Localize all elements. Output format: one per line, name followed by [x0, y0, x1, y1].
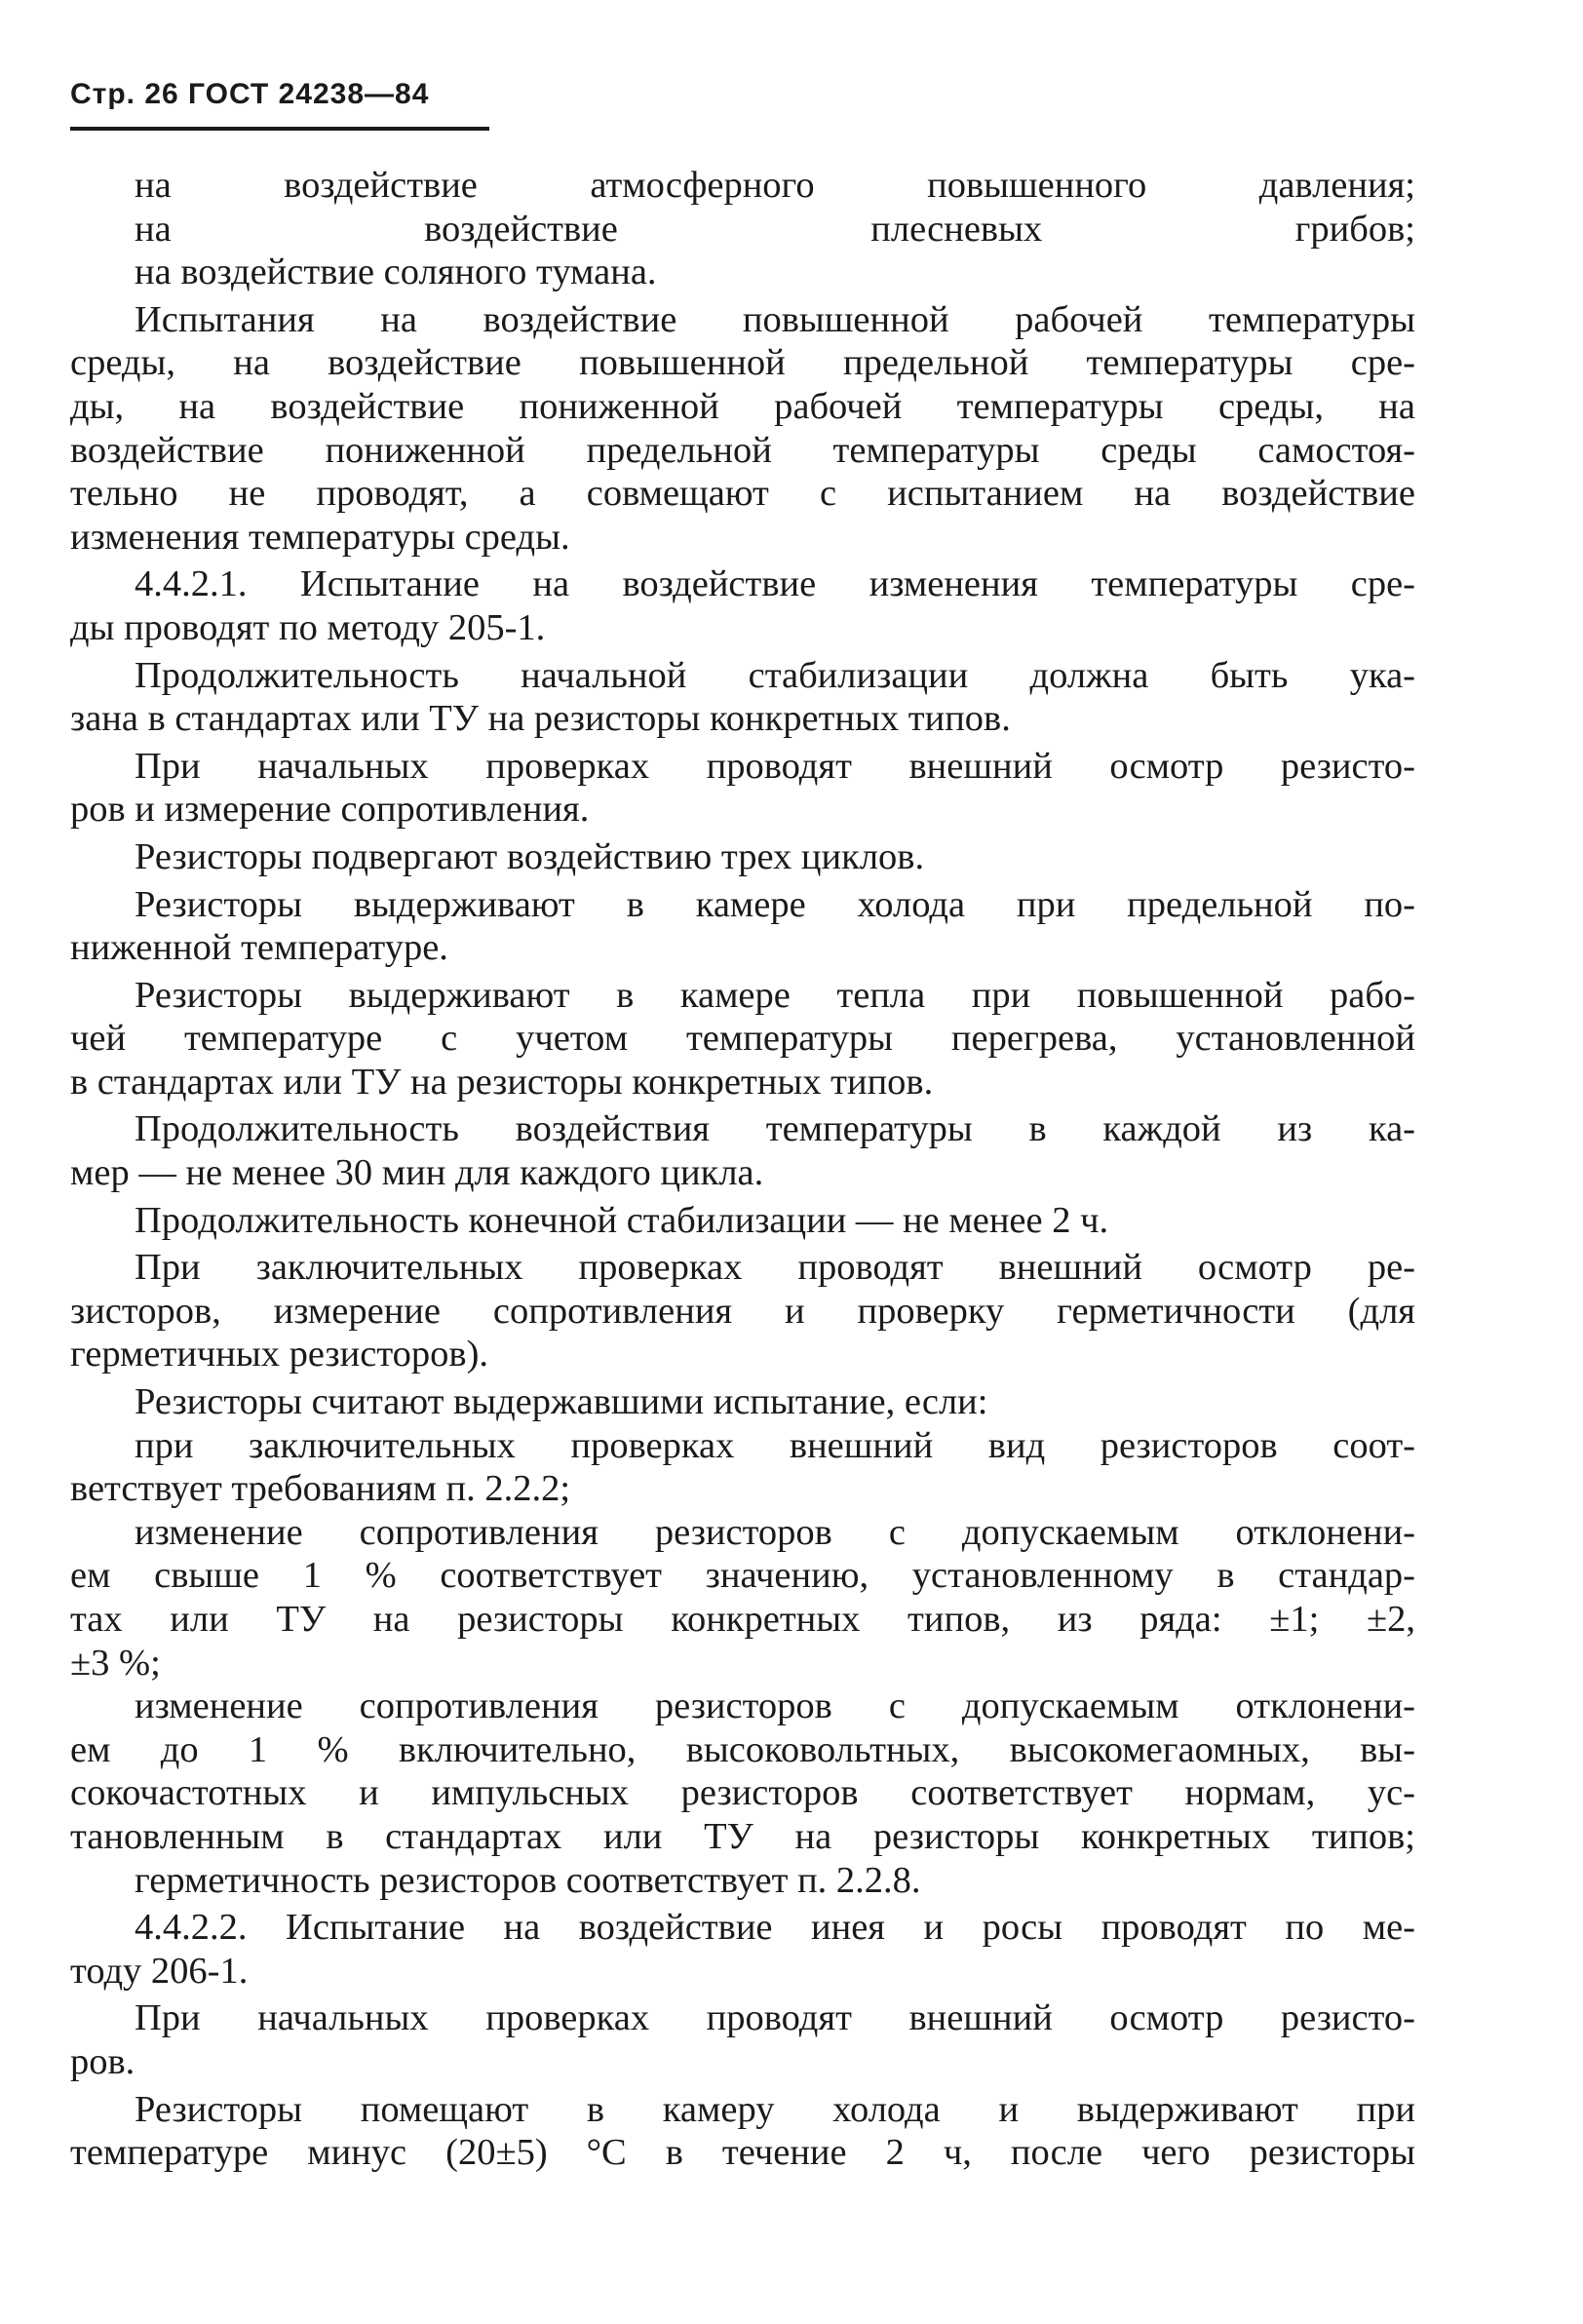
text-line: на воздействие атмосферного повышенного давления; [135, 165, 1415, 206]
text-line: Испытания на воздействие повышенной рабочей температуры [135, 298, 1415, 340]
text-line: зисторов, измерение сопротивления и проверку герметичности (для [70, 1290, 1415, 1332]
text-line: зана в стандартах или ТУ на резисторы конкретных типов. [70, 698, 1011, 740]
page-header [70, 78, 489, 136]
header-rule [70, 127, 489, 131]
text-line: ем до 1 % включительно, высоковольтных, высокомегаомных, вы- [70, 1728, 1415, 1770]
text-line: ем свыше 1 % соответствует значению, установленному в стандар- [70, 1555, 1415, 1597]
text-line: воздействие пониженной предельной температуры среды самостоя- [70, 429, 1415, 471]
text-line: сокочастотных и импульсных резисторов соответствует нормам, ус- [70, 1772, 1415, 1814]
text-line: в стандартах или ТУ на резисторы конкретных типов. [70, 1061, 934, 1103]
text-line: 4.4.2.2. Испытание на воздействие инея и росы проводят по ме- [135, 1907, 1415, 1949]
text-line: ниженной температуре. [70, 927, 448, 969]
text-line: герметичных резисторов). [70, 1334, 489, 1375]
text-line: тоду 206-1. [70, 1950, 249, 1992]
text-line: герметичность резисторов соответствует п. 2.2.8. [135, 1859, 921, 1901]
document-body [70, 164, 1415, 2175]
text-line: Продолжительность начальной стабилизации должна быть ука- [135, 654, 1415, 696]
text-line: на воздействие соляного тумана. [135, 252, 657, 293]
text-line: Резисторы считают выдержавшими испытание, если: [135, 1381, 988, 1423]
text-line: изменение сопротивления резисторов с допускаемым отклонени- [135, 1685, 1415, 1727]
text-line: на воздействие плесневых грибов; [135, 208, 1415, 250]
text-line: При начальных проверках проводят внешний осмотр резисто- [135, 745, 1415, 787]
text-line: тановленным в стандартах или ТУ на резисторы конкретных типов; [70, 1815, 1415, 1857]
text-line: При заключительных проверках проводят внешний осмотр ре- [135, 1247, 1415, 1289]
text-line: ±3 %; [70, 1642, 161, 1684]
text-line: температуре минус (20±5) °C в течение 2 ч, после чего резисторы [70, 2132, 1415, 2174]
text-line: 4.4.2.1. Испытание на воздействие изменения температуры сре- [135, 563, 1415, 605]
text-line: Резисторы подвергают воздействию трех циклов. [135, 835, 925, 877]
text-line: изменения температуры среды. [70, 516, 570, 558]
text-line: среды, на воздействие повышенной предельной температуры сре- [70, 342, 1415, 384]
text-line: мер — не менее 30 мин для каждого цикла. [70, 1152, 764, 1194]
text-line: ров. [70, 2040, 135, 2082]
page-header-title: Стр. 26 ГОСТ 24238—84 [70, 78, 430, 110]
text-line: При начальных проверках проводят внешний осмотр резисто- [135, 1997, 1415, 2039]
text-line: Резисторы выдерживают в камере тепла при повышенной рабо- [135, 974, 1415, 1016]
text-line: Продолжительность воздействия температуры в каждой из ка- [135, 1108, 1415, 1150]
text-line: изменение сопротивления резисторов с допускаемым отклонени- [135, 1511, 1415, 1553]
text-line: ды проводят по методу 205-1. [70, 606, 546, 648]
text-line: ды, на воздействие пониженной рабочей температуры среды, на [70, 385, 1415, 427]
text-line: Продолжительность конечной стабилизации — не менее 2 ч. [135, 1199, 1109, 1241]
text-line: ветствует требованиям п. 2.2.2; [70, 1468, 571, 1510]
text-line: ров и измерение сопротивления. [70, 789, 590, 831]
text-line: при заключительных проверках внешний вид резисторов соот- [135, 1424, 1415, 1466]
text-line: Резисторы помещают в камеру холода и выдерживают при [135, 2088, 1415, 2130]
text-line: тельно не проводят, а совмещают с испытанием на воздействие [70, 473, 1415, 515]
text-line: тах или ТУ на резисторы конкретных типов, из ряда: ±1; ±2, [70, 1599, 1415, 1640]
text-line: Резисторы выдерживают в камере холода при предельной по- [135, 883, 1415, 925]
text-line: чей температуре с учетом температуры перегрева, установленной [70, 1018, 1415, 1060]
